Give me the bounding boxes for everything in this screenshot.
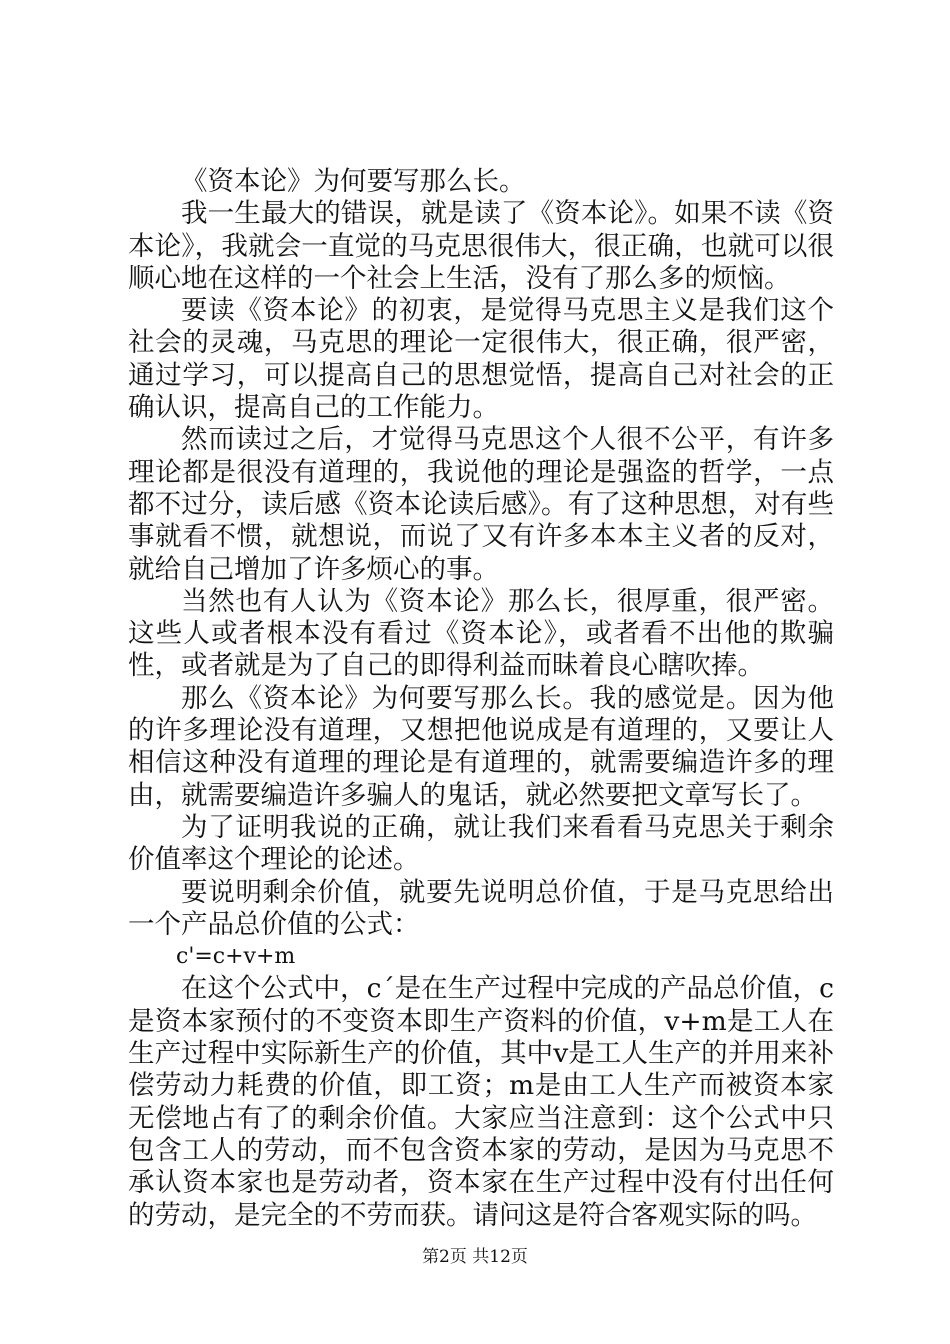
paragraph: 我一生最大的错误，就是读了《资本论》。如果不读《资本论》，我就会一直觉的马克思很伟大，很正确，也就可以很顺心地在这样的一个社会上生活，没有了那么多的烦恼。: [128, 198, 834, 294]
paragraph: 在这个公式中，c´是在生产过程中完成的产品总价值，c是资本家预付的不变资本即生产资料的价值，v+m是工人在生产过程中实际新生产的价值，其中v是工人生产的并用来补偿劳动力耗费的价值，即工资；m是由工人生产而被资本家无偿地占有了的剩余价值。大家应当注意到：这个公式中只包含工人的劳动，而不包含资本家的劳动，是因为马克思不承认资本家也是劳动者，资本家在生产过程中没有付出任何的劳动，是完全的不劳而获。请问这是符合客观实际的吗。: [128, 973, 834, 1231]
paragraph-title: 《资本论》为何要写那么长。: [181, 166, 526, 197]
paragraph: 为了证明我说的正确，就让我们来看看马克思关于剩余价值率这个理论的论述。: [128, 811, 834, 876]
document-body: [128, 166, 834, 1232]
paragraph: 然而读过之后，才觉得马克思这个人很不公平，有许多理论都是很没有道理的，我说他的理论是强盗的哲学，一点都不过分，读后感《资本论读后感》。有了这种思想，对有些事就看不惯，就想说，而说了又有许多本本主义者的反对，就给自己增加了许多烦心的事。: [128, 424, 834, 585]
paragraph: 要读《资本论》的初衷，是觉得马克思主义是我们这个社会的灵魂，马克思的理论一定很伟大，很正确，很严密，通过学习，可以提高自己的思想觉悟，提高自己对社会的正确认识，提高自己的工作能力。: [128, 295, 834, 424]
paragraph: 要说明剩余价值，就要先说明总价值，于是马克思给出一个产品总价值的公式：: [128, 876, 834, 940]
value-formula: c'=c+v+m: [176, 944, 296, 970]
paragraph: 当然也有人认为《资本论》那么长，很厚重，很严密。这些人或者根本没有看过《资本论》，或者看不出他的欺骗性，或者就是为了自己的即得利益而昧着良心瞎吹捧。: [128, 585, 834, 682]
paragraph: 那么《资本论》为何要写那么长。我的感觉是。因为他的许多理论没有道理，又想把他说成是有道理的，又要让人相信这种没有道理的理论是有道理的，就需要编造许多的理由，就需要编造许多骗人的鬼话，就必然要把文章写长了。: [128, 682, 834, 811]
page-footer: 第2页 共12页: [422, 1247, 528, 1267]
